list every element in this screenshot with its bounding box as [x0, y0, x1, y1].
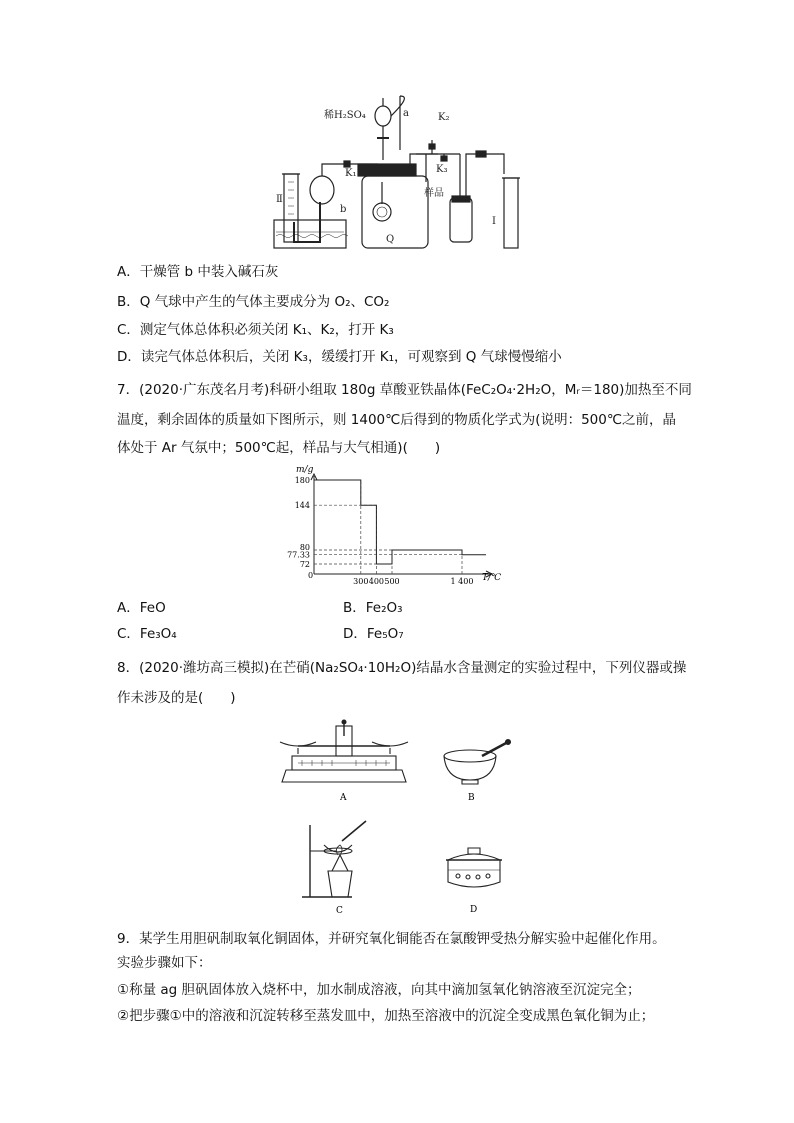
desiccator-instrument-d	[440, 846, 508, 916]
y-axis-label: m/g	[296, 465, 314, 475]
instrument-label-b: B	[468, 793, 475, 803]
q6-option-a: A．干燥管 b 中装入碱石灰	[117, 264, 279, 280]
label-ii: Ⅱ	[276, 194, 283, 205]
measuring-cylinder-i	[504, 178, 518, 248]
label-b: b	[340, 204, 347, 215]
q7-option-c: C．Fe₃O₄	[117, 626, 177, 642]
y-tick-label: 144	[294, 501, 310, 511]
q7-option-a: A．FeO	[117, 600, 166, 616]
q6-option-d: D．读完气体总体积后，关闭 K₃，缓缓打开 K₁，可观察到 Q 气球慢慢缩小	[117, 349, 562, 365]
label-k3: K₃	[436, 164, 448, 175]
bottle-q	[362, 176, 428, 248]
x-tick-label: 500	[384, 577, 400, 586]
separatory-funnel	[375, 106, 391, 126]
instrument-label-a: A	[340, 793, 347, 803]
valve-k3	[441, 156, 447, 161]
label-i: Ⅰ	[492, 216, 496, 227]
evaporating-instrument-c	[296, 815, 384, 917]
q9-step1: ①称量 ag 胆矾固体放入烧杯中，加水制成溶液，向其中滴加氢氧化钠溶液至沉淀完全；	[117, 982, 641, 998]
x-tick-label: 1 400	[450, 577, 474, 586]
bottle-stopper	[358, 164, 416, 176]
label-k2: K₂	[438, 112, 450, 123]
q8-text-line1: 8．(2020·潍坊高三模拟)在芒硝(Na₂SO₄·10H₂O)结晶水含量测定的实验过程中，下列仪器或操	[117, 660, 687, 676]
label-sample: 样品	[424, 188, 444, 199]
q7-text-line2: 温度，剩余固体的质量如下图所示，则 1400℃后得到的物质化学式为(说明：500℃之前，晶	[117, 412, 677, 428]
y-tick-label: 72	[299, 560, 310, 569]
q9-text-line1: 9．某学生用胆矾制取氧化铜固体，并研究氧化铜能否在氯酸钾受热分解实验中起催化作用。	[117, 931, 666, 947]
label-k1: K₁	[345, 168, 357, 179]
valve-k1	[344, 161, 350, 167]
label-q: Q	[386, 234, 395, 245]
q7-option-b: B．Fe₂O₃	[343, 600, 403, 616]
q9-step2: ②把步骤①中的溶液和沉淀转移至蒸发皿中，加热至溶液中的沉淀全变成黑色氧化铜为止；	[117, 1008, 655, 1024]
instrument-label-d: D	[470, 905, 478, 915]
x-tick-label: 400	[368, 577, 385, 586]
label-acid: 稀H₂SO₄	[324, 110, 366, 121]
q7-option-d: D．Fe₅O₇	[343, 626, 404, 642]
label-a: a	[403, 108, 409, 119]
q8-text-line2: 作未涉及的是( )	[117, 690, 236, 706]
balance-instrument-a	[276, 718, 412, 804]
balloon-q	[373, 203, 391, 221]
instrument-label-c: C	[336, 906, 343, 916]
valve-k2	[429, 144, 435, 149]
drying-tube-b	[310, 176, 334, 204]
y-tick-label: 80	[299, 543, 310, 552]
mass-temperature-chart	[270, 462, 510, 590]
q6-option-c: C．测定气体总体积必须关闭 K₁、K₂，打开 K₃	[117, 322, 394, 338]
series-line	[314, 480, 486, 564]
wash-bottle	[450, 198, 472, 242]
mortar-instrument-b	[438, 738, 518, 804]
y-tick-label: 77.33	[287, 550, 310, 560]
water-trough	[274, 220, 346, 248]
q7-text-line1: 7．(2020·广东茂名月考)科研小组取 180g 草酸亚铁晶体(FeC₂O₄·2H₂O，Mᵣ＝180)加热至不同	[117, 382, 692, 398]
x-axis-label: T/℃	[482, 573, 502, 583]
y-tick-label: 180	[294, 476, 310, 485]
q6-option-b: B．Q 气球中产生的气体主要成分为 O₂、CO₂	[117, 294, 390, 310]
x-tick-label: 300	[353, 577, 369, 586]
q7-text-line3: 体处于 Ar 气氛中；500℃起，样品与大气相通)( )	[117, 440, 441, 456]
q9-text-line2: 实验步骤如下：	[117, 955, 212, 971]
gas-apparatus-diagram	[270, 92, 530, 254]
origin-label: 0	[308, 571, 314, 580]
